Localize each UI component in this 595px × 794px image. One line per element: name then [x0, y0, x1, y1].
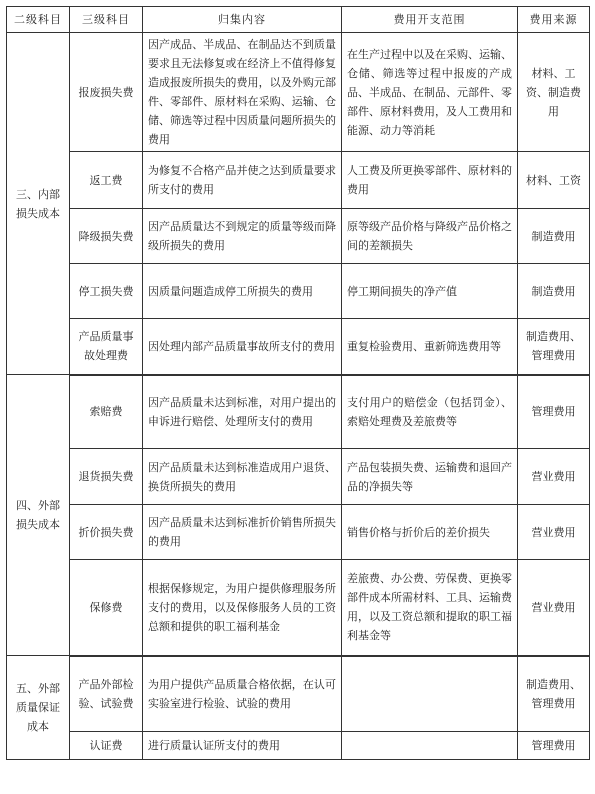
row-source: 营业费用 [518, 449, 590, 505]
row-subject: 退货损失费 [70, 449, 143, 505]
row-scope: 支付用户的赔偿金（包括罚金）、索赔处理费及差旅费等 [342, 375, 518, 449]
row-scope: 停工期间损失的净产值 [342, 264, 518, 319]
row-scope: 原等级产品价格与降级产品价格之间的差额损失 [342, 209, 518, 264]
row-content: 为修复不合格产品并使之达到质量要求所支付的费用 [143, 152, 342, 209]
row-content: 因产品质量未达到标准，对用户提出的申诉进行赔偿、处理所支付的费用 [143, 375, 342, 449]
row-scope: 重复检验费用、重新筛选费用等 [342, 319, 518, 375]
row-scope: 在生产过程中以及在采购、运输、仓储、筛选等过程中报废的产成品、半成品、在制品、元部件、零部件、原材料费用，及人工费用和能源、动力等消耗 [342, 33, 518, 152]
row-subject: 停工损失费 [70, 264, 143, 319]
row-subject: 索赔费 [70, 375, 143, 449]
table-row [7, 209, 590, 264]
row-source: 管理费用 [518, 732, 590, 760]
row-content: 因质量问题造成停工所损失的费用 [143, 264, 342, 319]
row-scope: 销售价格与折价后的差价损失 [342, 505, 518, 560]
row-scope: 差旅费、办公费、劳保费、更换零部件成本所需材料、工具、运输费用，以及工资总额和提取的职工福利基金等 [342, 560, 518, 656]
row-scope [342, 656, 518, 732]
row-source: 制造费用 [518, 264, 590, 319]
row-source: 制造费用、管理费用 [518, 656, 590, 732]
table-row [7, 264, 590, 319]
row-source: 管理费用 [518, 375, 590, 449]
table-row [7, 33, 590, 152]
row-subject: 降级损失费 [70, 209, 143, 264]
table-row [7, 732, 590, 760]
row-content: 因处理内部产品质量事故所支付的费用 [143, 319, 342, 375]
row-subject: 认证费 [70, 732, 143, 760]
row-content: 根据保修规定，为用户提供修理服务所支付的费用，以及保修服务人员的工资总额和提供的职工福利基金 [143, 560, 342, 656]
row-subject: 折价损失费 [70, 505, 143, 560]
header-scope: 费用开支范围 [342, 7, 518, 33]
table-row [7, 152, 590, 209]
table-header-row [7, 7, 590, 33]
row-scope [342, 732, 518, 760]
row-content: 因产品质量未达到标准折价销售所损失的费用 [143, 505, 342, 560]
row-source: 材料、工资、制造费用 [518, 33, 590, 152]
row-content: 因产品质量达不到规定的质量等级而降级所损失的费用 [143, 209, 342, 264]
row-content: 因产成品、半成品、在制品达不到质量要求且无法修复或在经济上不值得修复造成报废所损失的费用，以及外购元部件、零部件、原材料在采购、运输、仓储、筛选等过程中因质量问题所损失的费用 [143, 33, 342, 152]
row-source: 制造费用 [518, 209, 590, 264]
table-row [7, 505, 590, 560]
quality-cost-table [6, 6, 590, 760]
row-scope: 产品包装损失费、运输费和退回产品的净损失等 [342, 449, 518, 505]
table-row [7, 375, 590, 449]
row-source: 营业费用 [518, 560, 590, 656]
group-name: 三、内部损失成本 [7, 33, 70, 375]
header-level3-subject: 三级科目 [70, 7, 143, 33]
row-source: 材料、工资 [518, 152, 590, 209]
row-content: 进行质量认证所支付的费用 [143, 732, 342, 760]
row-subject: 报废损失费 [70, 33, 143, 152]
header-content: 归集内容 [143, 7, 342, 33]
table-row [7, 560, 590, 656]
group-name: 五、外部质量保证成本 [7, 656, 70, 760]
row-subject: 产品质量事故处理费 [70, 319, 143, 375]
row-scope: 人工费及所更换零部件、原材料的费用 [342, 152, 518, 209]
row-subject: 产品外部检验、试验费 [70, 656, 143, 732]
row-subject: 保修费 [70, 560, 143, 656]
group-name: 四、外部损失成本 [7, 375, 70, 656]
table-row [7, 656, 590, 732]
row-source: 制造费用、管理费用 [518, 319, 590, 375]
row-subject: 返工费 [70, 152, 143, 209]
table-row [7, 449, 590, 505]
header-source: 费用来源 [518, 7, 590, 33]
row-content: 因产品质量未达到标准造成用户退货、换货所损失的费用 [143, 449, 342, 505]
header-level2-subject: 二级科目 [7, 7, 70, 33]
row-source: 营业费用 [518, 505, 590, 560]
row-content: 为用户提供产品质量合格依据，在认可实验室进行检验、试验的费用 [143, 656, 342, 732]
table-row [7, 319, 590, 375]
